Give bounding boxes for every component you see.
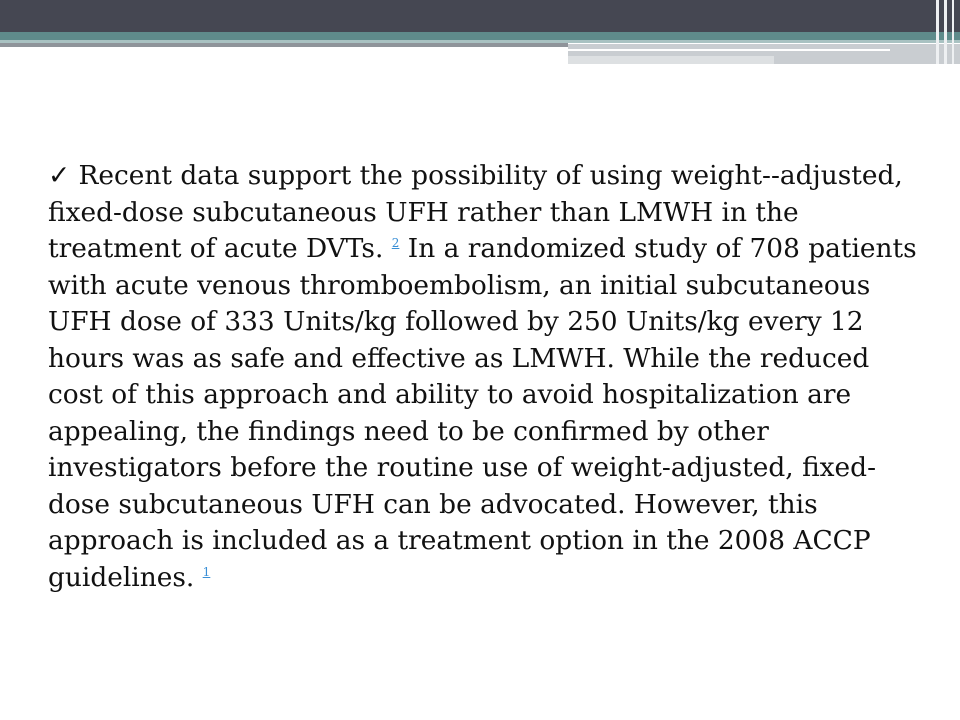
reference-link-1[interactable]: 1 (202, 564, 211, 579)
header-teal-stripe (0, 32, 960, 40)
header-dark-band (0, 0, 960, 32)
reference-link-2[interactable]: 2 (391, 236, 400, 251)
paragraph-text-part-2: In a randomized study of 708 patients with acute venous thromboembolism, an initial subcutaneous UFH dose of 333 Units/kg followed by 250 Units/kg every 12 hours was as safe and effective as LMWH. While the reduced cost of this approach and ability to avoid hospitalization are appealing, the findings need to be confirmed by other investigators before the routine use of weight-adjusted, fixed-dose subcutaneous UFH can be advocated. However, this approach is included as a treatment option in the 2008 ACCP guidelines. (48, 233, 917, 593)
paragraph-text-part-1: Recent data support the possibility of using weight--adjusted, fixed-dose subcutaneous UFH rather than LMWH in the treatment of acute DVTs. (48, 160, 903, 264)
header-white-rule (568, 49, 890, 51)
header-vertical-bar (952, 0, 954, 64)
slide-body (48, 158, 928, 596)
checkmark-icon: ✓ (48, 160, 71, 191)
header-vertical-bar (944, 0, 947, 64)
header-gray-stripe-left (0, 43, 568, 47)
header-gray-block-right-light (568, 56, 774, 64)
header-vertical-bar (936, 0, 939, 64)
